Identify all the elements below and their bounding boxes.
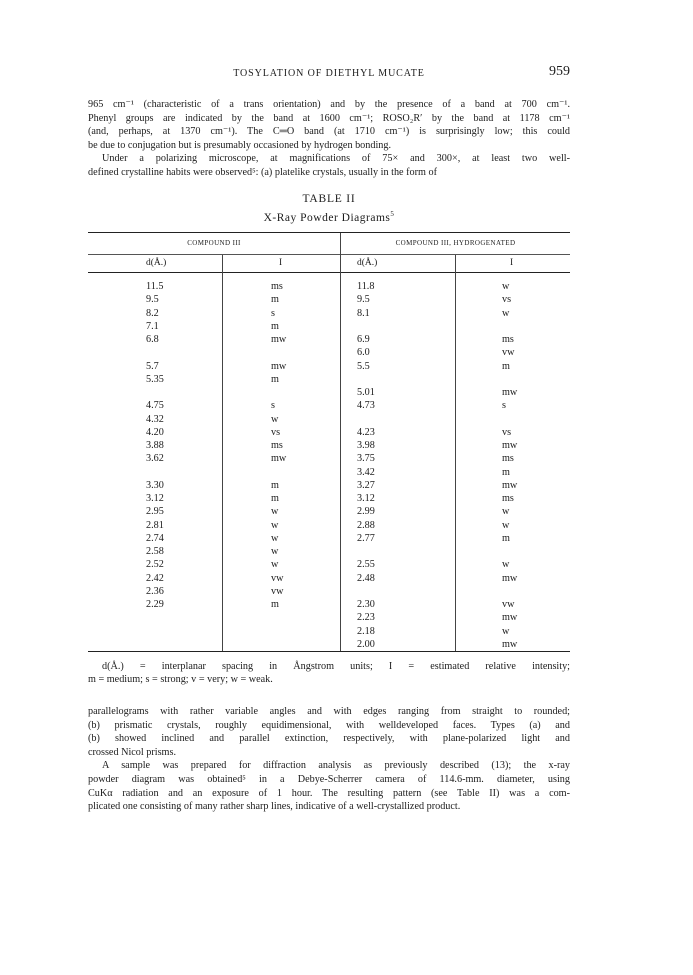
cell-d-left: 8.2 [146,307,159,319]
cell-d-right: 8.1 [357,307,370,319]
cell-d-right: 2.00 [357,638,375,650]
cell-i-right: mw [502,387,518,398]
cell-i-left: w [271,546,279,557]
paragraph-line: (and, perhaps, at 1370 cm⁻¹). The C═O band (at 1710 cm⁻¹) is surprisingly low; this could [88,126,570,138]
cell-d-left: 2.95 [146,506,164,518]
cell-i-left: s [271,400,275,412]
cell-i-right: mw [502,638,518,650]
footnote-line: m = medium; s = strong; v = very; w = weak. [88,674,273,686]
cell-i-left: vw [271,585,284,597]
cell-i-left: mw [271,334,287,345]
cell-d-left: 6.8 [146,334,159,345]
cell-i-left: m [271,493,279,504]
cell-d-right: 2.88 [357,519,375,531]
cell-i-right: w [502,625,510,637]
group-header-right: COMPOUND III, HYDROGENATED [395,239,516,247]
cell-i-left: w [271,519,279,531]
cell-d-right: 3.75 [357,453,375,465]
cell-d-left: 4.32 [146,413,164,425]
cell-i-left: ms [271,281,283,292]
cell-d-right: 4.23 [357,426,375,438]
cell-d-right: 3.27 [357,479,375,491]
cell-d-left: 2.36 [146,585,164,597]
table-bottom-rule [88,651,570,652]
cell-i-right: ms [502,493,514,504]
cell-i-left: w [271,532,279,544]
paragraph-line: A sample was prepared for diffraction analysis as previously described (13); the x-ray [102,760,570,772]
column-header-rule [88,272,570,273]
cell-d-right: 2.30 [357,599,375,610]
cell-d-left: 7.1 [146,320,159,332]
paragraph-top [88,98,570,180]
cell-d-left: 11.5 [146,281,164,292]
cell-d-right: 6.0 [357,347,370,359]
table-caption-text: X-Ray Powder Diagrams [263,211,391,224]
cell-d-left: 3.30 [146,479,164,491]
cell-d-left: 2.58 [146,546,164,557]
cell-d-right: 2.55 [357,559,375,571]
cell-i-left: vs [271,426,281,438]
cell-d-left: 2.42 [146,572,164,584]
cell-d-left: 4.75 [146,400,164,412]
paragraph-line: parallelograms with rather variable angles and with edges ranging from straight to rounded; [88,706,570,717]
cell-i-right: ms [502,453,514,465]
cell-d-left: 3.88 [146,440,164,451]
cell-i-right: w [502,307,510,319]
cell-d-left: 4.20 [146,426,164,438]
cell-d-left: 2.81 [146,519,164,531]
cell-i-left: w [271,506,279,518]
cell-d-left: 5.35 [146,373,164,385]
paragraph-line: be due to conjugation but is presumably occasioned by hydrogen bonding. [88,139,392,151]
paragraph-line: defined crystalline habits were observed⁵: (a) platelike crystals, usually in the form of [88,166,437,178]
cell-d-right: 3.12 [357,493,375,504]
cell-i-left: w [271,559,279,571]
table-footnote [88,660,570,687]
table-divider-3 [455,255,456,651]
table-divider-center [340,233,341,651]
cell-i-left: m [271,479,279,491]
footnote-line: d(Å.) = interplanar spacing in Ångstrom units; I = estimated relative intensity; [102,661,570,672]
cell-i-left: s [271,307,275,319]
column-header-d-right: d(Å.) [357,258,378,268]
column-header-d-left: d(Å.) [146,258,167,268]
cell-i-left: m [271,373,279,385]
cell-d-right: 6.9 [357,334,370,345]
cell-i-right: m [502,360,510,372]
paragraph-line: Phenyl groups are indicated by the band at 1600 cm⁻¹; ROSO₂R′ by the band at 1178 cm⁻¹ [88,112,570,124]
group-header-left: COMPOUND III [187,239,241,247]
cell-i-right: w [502,559,510,571]
cell-i-right: vw [502,347,515,359]
paragraph-line: (b) showed inclined and parallel extinction, respectively, with plane-polarized light and [88,733,570,745]
group-header-rule [88,254,570,255]
cell-i-left: vw [271,572,284,584]
cell-d-left: 3.12 [146,493,164,504]
table-top-rule [88,232,570,233]
paragraph-line: powder diagram was obtained⁵ in a Debye-Scherrer camera of 114.6-mm. diameter, using [88,773,570,785]
paragraph-line: Under a polarizing microscope, at magnifications of 75× and 300×, at least two well- [102,153,570,165]
column-header-i-right: I [510,258,514,268]
cell-i-left: w [271,413,279,425]
cell-d-right: 9.5 [357,294,370,306]
cell-i-left: mw [271,453,287,465]
cell-i-right: m [502,466,510,478]
paragraph-line: crossed Nicol prisms. [88,746,176,758]
cell-i-right: vs [502,426,512,438]
cell-i-right: ms [502,334,514,345]
cell-d-right: 4.73 [357,400,375,412]
cell-i-left: mw [271,360,287,372]
paragraph-line: CuKα radiation and an exposure of 1 hour. The resulting pattern (see Table II) was a com- [88,787,570,799]
cell-i-left: m [271,599,279,610]
cell-d-right: 3.42 [357,466,375,478]
cell-d-left: 2.29 [146,599,164,610]
cell-i-right: vw [502,599,515,610]
table-caption [88,210,570,224]
cell-d-right: 2.99 [357,506,375,518]
cell-d-right: 2.77 [357,532,375,544]
cell-d-right: 5.01 [357,387,375,398]
cell-d-right: 2.18 [357,625,375,637]
cell-d-right: 2.48 [357,572,375,584]
cell-d-right: 5.5 [357,360,370,372]
cell-i-right: w [502,519,510,531]
cell-i-right: vs [502,294,512,306]
cell-i-left: ms [271,440,283,451]
cell-i-left: m [271,294,279,306]
paragraph-bottom [88,705,570,814]
cell-d-left: 2.74 [146,532,164,544]
cell-i-right: mw [502,572,518,584]
column-header-i-left: I [279,258,283,268]
running-head [88,66,570,84]
table-divider-1 [222,255,223,651]
cell-i-right: mw [502,440,518,451]
cell-d-right: 11.8 [357,281,375,292]
cell-i-right: mw [502,612,518,624]
page-number: 959 [549,64,570,79]
cell-i-right: w [502,506,510,518]
paragraph-line: (b) prismatic crystals, roughly equidimensional, with welldeveloped faces. Types (a) and [88,719,570,731]
cell-i-right: s [502,400,506,412]
cell-d-left: 3.62 [146,453,164,465]
cell-d-left: 9.5 [146,294,159,306]
cell-d-left: 2.52 [146,559,164,571]
table-title: TABLE II [302,193,356,205]
cell-i-left: m [271,320,279,332]
cell-d-right: 2.23 [357,612,375,624]
cell-d-right: 3.98 [357,440,375,451]
table-caption-footnote-mark: 5 [390,210,395,218]
cell-i-right: mw [502,479,518,491]
cell-i-right: m [502,532,510,544]
paragraph-line: plicated one consisting of many rather sharp lines, indicative of a well-crystallized product. [88,801,461,813]
cell-i-right: w [502,281,510,292]
paragraph-line: 965 cm⁻¹ (characteristic of a trans orientation) and by the presence of a band at 700 cm⁻¹. [88,99,570,110]
cell-d-left: 5.7 [146,360,159,372]
running-title: TOSYLATION OF DIETHYL MUCATE [233,68,425,79]
